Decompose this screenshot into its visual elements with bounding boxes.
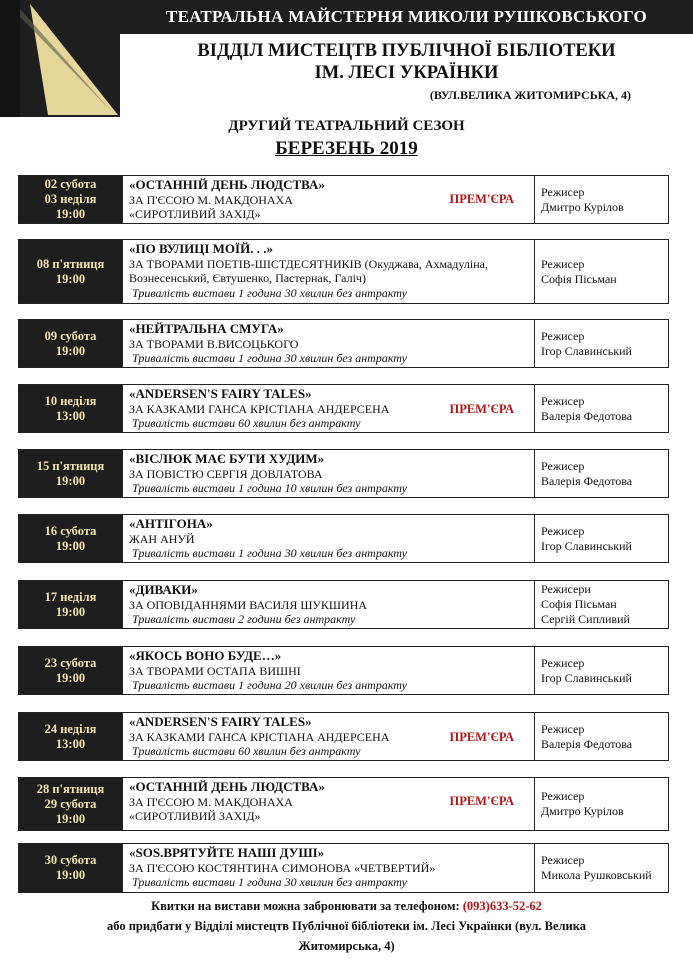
event-info-cell — [122, 581, 535, 628]
event-description: ЗА КАЗКАМИ ГАНСА КРІСТІАНА АНДЕРСЕНА — [129, 729, 390, 744]
event-date-cell — [19, 778, 122, 830]
event-description: ЗА ТВОРАМИ ОСТАПА ВИШНІ — [129, 663, 301, 678]
premiere-badge: ПРЕМ'ЄРА — [449, 730, 514, 744]
premiere-badge: ПРЕМ'ЄРА — [449, 402, 514, 416]
address: (ВУЛ.ВЕЛИКА ЖИТОМИРСЬКА, 4) — [429, 88, 631, 102]
event-date: 23 субота — [44, 655, 97, 670]
booking-text: Квитки на вистави можна забронювати за телефоном: — [151, 899, 463, 913]
event-date-cell — [19, 320, 122, 367]
director-name: Сергій Сипливий — [541, 612, 630, 626]
event-director-cell — [535, 176, 668, 223]
event-director-cell — [535, 320, 668, 367]
event-info-cell — [122, 240, 535, 303]
event-title: «ОСТАННІЙ ДЕНЬ ЛЮДСТВА» — [129, 779, 325, 794]
event-description: «СИРОТЛИВИЙ ЗАХІД» — [129, 809, 261, 823]
event-title: «ЯКОСЬ ВОНО БУДЕ…» — [129, 648, 282, 663]
event-date: 19:00 — [55, 604, 86, 619]
event-date: 19:00 — [55, 868, 86, 882]
event-date: 19:00 — [55, 538, 86, 553]
event-duration: Тривалість вистави 1 година 10 хвилин без антракту — [132, 481, 407, 495]
event-director-cell — [535, 713, 668, 760]
event-date-cell — [19, 176, 122, 223]
event-title: «ВІСЛЮК МАЄ БУТИ ХУДИМ» — [129, 451, 325, 466]
theatre-logo — [0, 0, 120, 117]
director-label: Режисер — [541, 184, 585, 199]
event-description: «СИРОТЛИВИЙ ЗАХІД» — [129, 207, 261, 221]
event-duration: Тривалість вистави 1 година 30 хвилин без антракту — [132, 875, 407, 889]
event-date: 19:00 — [55, 271, 86, 286]
org-line-1: ВІДДІЛ МИСТЕЦТВ ПУБЛІЧНОЇ БІБЛІОТЕКИ — [197, 41, 616, 61]
event-date: 28 п'ятниця — [36, 781, 105, 796]
event-description: ЗА ТВОРАМИ В.ВИСОЦЬКОГО — [129, 336, 299, 351]
event-date: 19:00 — [55, 670, 86, 685]
event-description: Вознесенський, Євтушенко, Пастернак, Галіч) — [129, 271, 366, 285]
director-name: Валерія Федотова — [541, 408, 633, 423]
event-date-cell — [19, 581, 122, 628]
event-title: «ДИВАКИ» — [129, 582, 198, 597]
event-row — [18, 580, 669, 629]
event-date-cell — [19, 713, 122, 760]
event-row — [18, 514, 669, 563]
premiere-badge: ПРЕМ'ЄРА — [449, 192, 514, 206]
event-director-cell — [535, 240, 668, 303]
event-director-cell — [535, 844, 668, 892]
event-description: ЗА КАЗКАМИ ГАНСА КРІСТІАНА АНДЕРСЕНА — [129, 401, 390, 416]
event-date: 10 неділя — [44, 393, 97, 408]
director-label: Режисери — [541, 582, 591, 596]
event-duration: Тривалість вистави 1 година 30 хвилин без антракту — [132, 351, 407, 365]
director-label: Режисер — [541, 393, 585, 408]
event-date: 13:00 — [55, 408, 86, 423]
event-director-cell — [535, 581, 668, 628]
director-label: Режисер — [541, 655, 585, 670]
event-date: 19:00 — [55, 811, 86, 826]
director-name: Ігор Славинський — [541, 343, 632, 358]
event-date-cell — [19, 844, 122, 892]
event-director-cell — [535, 450, 668, 497]
event-row — [18, 777, 669, 831]
director-label: Режисер — [541, 256, 585, 271]
event-title: «ANDERSEN'S FAIRY TALES» — [129, 386, 312, 401]
org-line-2: ІМ. ЛЕСІ УКРАЇНКИ — [314, 63, 499, 83]
event-description: ЗА П'ЄСОЮ М. МАКДОНАХА — [129, 794, 293, 809]
event-info-cell — [122, 176, 535, 223]
booking-phone[interactable]: (093)633-52-62 — [462, 899, 542, 913]
event-description: ЗА П'ЄСОЮ М. МАКДОНАХА — [129, 192, 293, 207]
booking-line-2: або придбати у Відділі мистецтв Публічної бібліотеки ім. Лесі Українки (вул. Велика — [106, 919, 587, 933]
event-duration: Тривалість вистави 1 година 20 хвилин без антракту — [132, 678, 407, 692]
event-title: «SOS.ВРЯТУЙТЕ НАШІ ДУШІ» — [129, 845, 325, 860]
workshop-banner: ТЕАТРАЛЬНА МАЙСТЕРНЯ МИКОЛИ РУШКОВСЬКОГО — [120, 0, 693, 34]
event-title: «ANDERSEN'S FAIRY TALES» — [129, 714, 312, 729]
event-duration: Тривалість вистави 1 година 30 хвилин без антракту — [132, 546, 407, 560]
event-duration: Тривалість вистави 2 години без антракту — [132, 612, 356, 626]
director-label: Режисер — [541, 721, 585, 736]
director-name: Валерія Федотова — [541, 736, 633, 751]
event-date: 30 субота — [44, 853, 97, 867]
event-director-cell — [535, 385, 668, 432]
event-row — [18, 319, 669, 368]
event-date: 16 субота — [44, 523, 97, 538]
event-date: 19:00 — [55, 207, 86, 221]
director-name: Софія Пісьман — [541, 271, 617, 286]
director-name: Ігор Славинський — [541, 670, 632, 685]
event-description: ЖАН АНУЙ — [129, 531, 195, 546]
event-date: 19:00 — [55, 473, 86, 488]
event-date: 02 субота — [44, 177, 97, 191]
event-info-cell — [122, 778, 535, 830]
event-description: ЗА П'ЄСОЮ КОСТЯНТИНА СИМОНОВА «ЧЕТВЕРТИЙ» — [129, 860, 436, 875]
event-info-cell — [122, 320, 535, 367]
event-duration: Тривалість вистави 60 хвилин без антракту — [132, 744, 361, 758]
director-label: Режисер — [541, 328, 585, 343]
event-date: 13:00 — [55, 736, 86, 751]
event-row — [18, 239, 669, 304]
event-duration: Тривалість вистави 60 хвилин без антракту — [132, 416, 361, 430]
director-label: Режисер — [541, 523, 585, 538]
director-label: Режисер — [541, 853, 585, 867]
event-date: 17 неділя — [44, 589, 97, 604]
event-info-cell — [122, 844, 535, 892]
event-info-cell — [122, 515, 535, 562]
event-title: «НЕЙТРАЛЬНА СМУГА» — [129, 321, 284, 336]
director-name: Ігор Славинський — [541, 538, 632, 553]
event-row — [18, 843, 669, 893]
event-description: ЗА ПОВІСТЮ СЕРГІЯ ДОВЛАТОВА — [129, 466, 323, 481]
event-date-cell — [19, 240, 122, 303]
event-title: «ПО ВУЛИЦІ МОЇЙ. . .» — [129, 241, 273, 256]
event-row — [18, 712, 669, 761]
event-date-cell — [19, 450, 122, 497]
event-info-cell — [122, 385, 535, 432]
event-row — [18, 646, 669, 695]
event-row — [18, 449, 669, 498]
booking-info — [0, 896, 693, 956]
event-date: 09 субота — [44, 328, 97, 343]
event-info-cell — [122, 450, 535, 497]
director-name: Дмитро Курілов — [541, 199, 624, 214]
director-name: Дмитро Курілов — [541, 804, 624, 818]
event-date: 24 неділя — [44, 721, 97, 736]
event-duration: Тривалість вистави 1 година 30 хвилин без антракту — [132, 285, 407, 300]
event-date: 15 п'ятниця — [36, 458, 105, 473]
event-row — [18, 384, 669, 433]
event-row — [18, 175, 669, 224]
event-date: 08 п'ятниця — [36, 256, 105, 271]
director-name: Микола Рушковський — [541, 868, 652, 882]
event-director-cell — [535, 647, 668, 694]
event-info-cell — [122, 647, 535, 694]
premiere-badge: ПРЕМ'ЄРА — [449, 794, 514, 808]
event-title: «АНТІГОНА» — [129, 516, 213, 531]
director-label: Режисер — [541, 789, 585, 803]
event-date-cell — [19, 385, 122, 432]
event-director-cell — [535, 515, 668, 562]
event-date: 19:00 — [55, 343, 86, 358]
event-director-cell — [535, 778, 668, 830]
booking-line-3: Житомирська, 4) — [298, 939, 395, 953]
director-name: Валерія Федотова — [541, 473, 633, 488]
event-description: ЗА ТВОРАМИ ПОЕТІВ-ШІСТДЕСЯТНИКІВ (Окуджава, Ахмадуліна, — [129, 256, 488, 271]
organization-title — [120, 40, 693, 84]
event-description: ЗА ОПОВІДАННЯМИ ВАСИЛЯ ШУКШИНА — [129, 597, 368, 612]
event-info-cell — [122, 713, 535, 760]
event-date: 03 неділя — [44, 192, 97, 206]
event-date: 29 субота — [44, 796, 97, 811]
event-title: «ОСТАННІЙ ДЕНЬ ЛЮДСТВА» — [129, 177, 325, 192]
month-title: БЕРЕЗЕНЬ 2019 — [275, 138, 418, 159]
director-label: Режисер — [541, 458, 585, 473]
director-name: Софія Пісьман — [541, 597, 617, 611]
event-date-cell — [19, 515, 122, 562]
season-title: ДРУГИЙ ТЕАТРАЛЬНИЙ СЕЗОН — [228, 118, 465, 134]
event-date-cell — [19, 647, 122, 694]
